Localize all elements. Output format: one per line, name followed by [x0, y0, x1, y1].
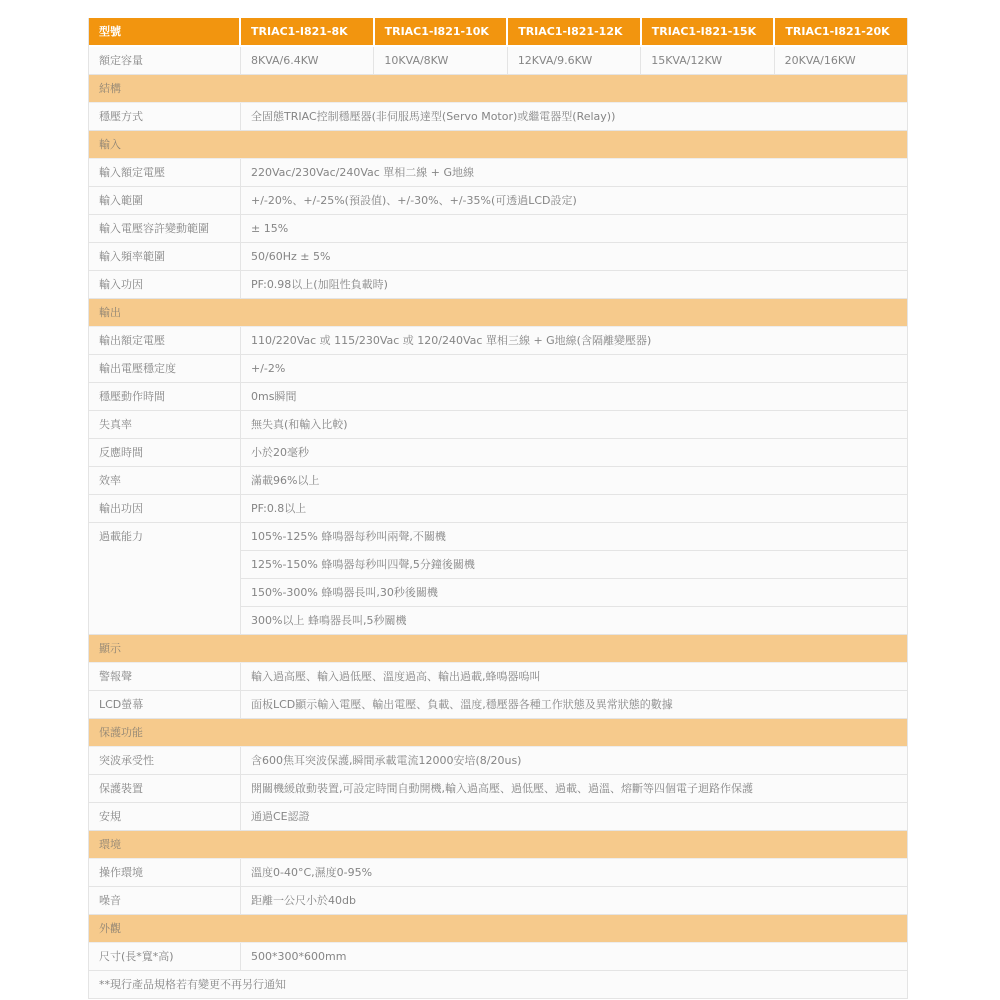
row-label: 安規 — [89, 803, 241, 830]
spec-row — [89, 271, 907, 299]
footnote-text: **現行產品規格若有變更不再另行通知 — [99, 978, 286, 991]
model-column-title: 型號 — [89, 18, 241, 45]
spec-value-cell: 110/220Vac 或 115/230Vac 或 120/240Vac 單相三線 + G地線(含隔離變壓器) — [251, 334, 652, 347]
spec-row — [89, 803, 907, 831]
section-row — [89, 719, 907, 747]
row-label: 突波承受性 — [89, 747, 241, 774]
spec-value-cell: +/-2% — [251, 362, 286, 375]
row-label: 效率 — [89, 467, 241, 494]
spec-row — [89, 327, 907, 355]
spec-row — [89, 747, 907, 775]
overload-subrows — [241, 523, 907, 634]
row-label: 輸入功因 — [89, 271, 241, 298]
spec-row — [89, 355, 907, 383]
section-row — [89, 75, 907, 103]
overload-row — [89, 523, 907, 635]
spec-value-cell: 15KVA/12KW — [641, 47, 774, 74]
overload-subrow: 125%-150% 蜂鳴器每秒叫四聲,5分鐘後關機 — [241, 551, 907, 579]
spec-row — [89, 495, 907, 523]
row-label: 穩壓動作時間 — [89, 383, 241, 410]
spec-value-cell: 通過CE認證 — [251, 810, 310, 823]
model-name-cell: TRIAC1-I821-12K — [508, 18, 642, 45]
row-label: LCD螢幕 — [89, 691, 241, 718]
section-row — [89, 831, 907, 859]
row-label: 額定容量 — [89, 47, 241, 74]
row-label: 失真率 — [89, 411, 241, 438]
model-name-cell: TRIAC1-I821-8K — [241, 18, 375, 45]
spec-value-cell: 含600焦耳突波保護,瞬間承載電流12000安培(8/20us) — [251, 754, 522, 767]
spec-value-cell: 20KVA/16KW — [784, 54, 856, 67]
model-name-cell: TRIAC1-I821-10K — [375, 18, 509, 45]
row-label: 警報聲 — [89, 663, 241, 690]
spec-value-cell: 開關機緩啟動裝置,可設定時間自動開機,輸入過高壓、過低壓、過載、過溫、熔斷等四個電子迴路作保護 — [251, 782, 753, 795]
spec-value-cell: PF:0.98以上(加阻性負載時) — [251, 278, 388, 291]
spec-value-cell: 500*300*600mm — [251, 950, 347, 963]
row-label: 輸入額定電壓 — [89, 159, 241, 186]
spec-value-cell: 220Vac/230Vac/240Vac 單相二線 + G地線 — [251, 166, 475, 179]
section-title: 顯示 — [99, 642, 121, 655]
spec-row — [89, 775, 907, 803]
spec-row — [89, 159, 907, 187]
spec-row — [89, 859, 907, 887]
row-label: 輸出電壓穩定度 — [89, 355, 241, 382]
section-row — [89, 635, 907, 663]
spec-value-cell: 輸入過高壓、輸入過低壓、溫度過高、輸出過載,蜂鳴器嗚叫 — [251, 670, 541, 683]
row-label: 輸入頻率範圍 — [89, 243, 241, 270]
overload-subrow: 150%-300% 蜂鳴器長叫,30秒後關機 — [241, 579, 907, 607]
spec-row — [89, 243, 907, 271]
spec-row — [89, 215, 907, 243]
spec-row — [89, 187, 907, 215]
row-label: 穩壓方式 — [89, 103, 241, 130]
spec-value-cell: PF:0.8以上 — [251, 502, 307, 515]
spec-value-cell: ± 15% — [251, 222, 289, 235]
overload-subrow: 105%-125% 蜂鳴器每秒叫兩聲,不關機 — [241, 523, 907, 551]
spec-row — [89, 103, 907, 131]
spec-row — [89, 663, 907, 691]
spec-value-cell: 小於20毫秒 — [251, 446, 309, 459]
spec-value-cell: 滿載96%以上 — [251, 474, 320, 487]
spec-row — [89, 887, 907, 915]
model-header-row — [89, 18, 907, 47]
section-title: 輸出 — [99, 306, 121, 319]
model-name-cell: TRIAC1-I821-20K — [785, 25, 890, 38]
spec-value-cell: 10KVA/8KW — [374, 47, 507, 74]
section-title: 環境 — [99, 838, 121, 851]
spec-row — [89, 439, 907, 467]
spec-value-cell: 面板LCD顯示輸入電壓、輸出電壓、負載、溫度,穩壓器各種工作狀態及異常狀態的數據 — [251, 698, 673, 711]
row-label: 過載能力 — [89, 523, 241, 634]
spec-value-cell: 距離一公尺小於40db — [251, 894, 356, 907]
row-label: 輸入電壓容許變動範圍 — [89, 215, 241, 242]
spec-value-cell: 無失真(和輸入比較) — [251, 418, 348, 431]
section-title: 結構 — [99, 82, 121, 95]
section-row — [89, 915, 907, 943]
row-label: 輸入範圍 — [89, 187, 241, 214]
section-row — [89, 131, 907, 159]
spec-row — [89, 943, 907, 971]
spec-row — [89, 467, 907, 495]
model-name-cell: TRIAC1-I821-15K — [642, 18, 776, 45]
row-label: 操作環境 — [89, 859, 241, 886]
section-title: 輸入 — [99, 138, 121, 151]
section-title: 外觀 — [99, 922, 121, 935]
spec-value-cell: 全固態TRIAC控制穩壓器(非伺服馬達型(Servo Motor)或繼電器型(Relay)) — [251, 110, 616, 123]
spec-value-cell: 12KVA/9.6KW — [508, 47, 641, 74]
section-row — [89, 299, 907, 327]
row-label: 保護裝置 — [89, 775, 241, 802]
spec-value-cell: 溫度0-40°C,濕度0-95% — [251, 866, 373, 879]
row-label: 輸出功因 — [89, 495, 241, 522]
footnote-row — [89, 971, 907, 999]
row-label: 噪音 — [89, 887, 241, 914]
spec-row — [89, 383, 907, 411]
spec-value-cell: +/-20%、+/-25%(預設值)、+/-30%、+/-35%(可透過LCD設定) — [251, 194, 577, 207]
overload-subrow: 300%以上 蜂鳴器長叫,5秒關機 — [251, 614, 407, 627]
row-label: 反應時間 — [89, 439, 241, 466]
spec-row — [89, 411, 907, 439]
row-label: 尺寸(長*寬*高) — [89, 943, 241, 970]
spec-value-cell: 0ms瞬間 — [251, 390, 297, 403]
spec-row — [89, 47, 907, 75]
spec-row — [89, 691, 907, 719]
section-title: 保護功能 — [99, 726, 143, 739]
row-label: 輸出額定電壓 — [89, 327, 241, 354]
spec-value-cell: 8KVA/6.4KW — [241, 47, 374, 74]
spec-table — [88, 18, 908, 999]
spec-value-cell: 50/60Hz ± 5% — [251, 250, 331, 263]
